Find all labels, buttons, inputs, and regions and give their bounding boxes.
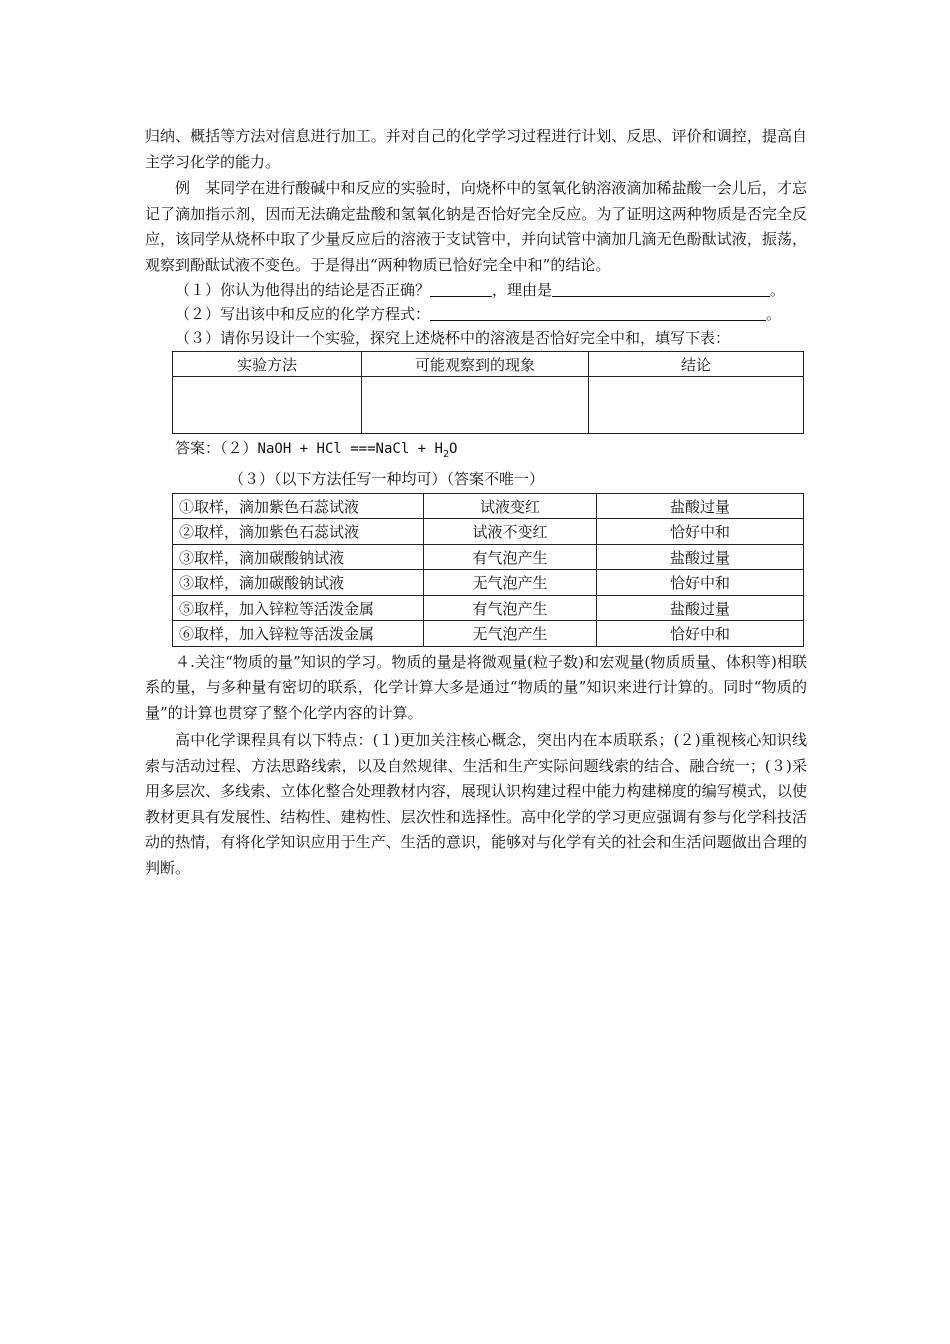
answer-method-cell: ③取样，滴加碳酸钠试液: [173, 570, 424, 596]
document-page: [145, 124, 807, 881]
answer-blank-equation[interactable]: [430, 305, 766, 321]
answer-phenomenon-cell: 试液不变红: [424, 519, 597, 545]
answer-label: 答案：: [175, 439, 221, 457]
experiment-design-table: [172, 351, 804, 434]
section-4-paragraph: ４.关注“物质的量”知识的学习。物质的量是将微观量(粒子数)和宏观量(物质质量、体积等)相联系的量，与多种量有密切的联系，化学计算大多是通过“物质的量”知识来进行计算的。同时“物质的量”的计算也贯穿了整个化学内容的计算。: [145, 652, 807, 722]
question-1-text: （１）你认为他得出的结论是否正确？: [175, 281, 431, 299]
header-conclusion: 结论: [589, 352, 804, 377]
answer-conclusion-cell: 盐酸过量: [597, 595, 804, 621]
answer-table: [172, 493, 804, 647]
empty-cell-phenomenon[interactable]: [362, 377, 589, 434]
answer-part3-note: （３）（以下方法任写一种均可）（答案不唯一）: [229, 469, 545, 488]
question-1: [175, 278, 807, 302]
final-paragraph: 高中化学课程具有以下特点：(１)更加关注核心概念，突出内在本质联系；(２)重视核心知识线索与活动过程、方法思路线索，以及自然规律、生活和生产实际问题线索的结合、融合统一；(３)采用多层次、多线索、立体化整合处理教材内容，展现认识构建过程中能力构建梯度的编写模式，以使教材更具有发展性、结构性、建构性、层次性和选择性。高中化学的学习更应强调有参与化学科技活动的热情，有将化学知识应用于生产、生活的意识，能够对与化学有关的社会和生活问题做出合理的判断。: [145, 731, 807, 877]
header-phenomenon: 可能观察到的现象: [362, 352, 589, 377]
answer-blank-reason[interactable]: [552, 281, 770, 297]
equation-subscript: 2: [442, 448, 449, 460]
table-header-row: [173, 352, 804, 377]
answer-table-row: [173, 544, 804, 570]
answer-conclusion-cell: 恰好中和: [597, 570, 804, 596]
answer-table-row: [173, 570, 804, 596]
answer-method-cell: ⑥取样，加入锌粒等活泼金属: [173, 621, 424, 647]
empty-cell-conclusion[interactable]: [589, 377, 804, 434]
answer-line: [175, 436, 807, 467]
question-1-reason-label: ，理由是: [492, 281, 553, 299]
answer-table-row: [173, 621, 804, 647]
question-2: [175, 302, 807, 326]
answer-table-row: [173, 519, 804, 545]
chemical-equation: [257, 441, 458, 460]
answer-conclusion-cell: 恰好中和: [597, 621, 804, 647]
answer-method-cell: ②取样，滴加紫色石蕊试液: [173, 519, 424, 545]
answer-part2-prefix: （２）: [220, 439, 258, 457]
answer-conclusion-cell: 恰好中和: [597, 519, 804, 545]
table-empty-row: [173, 377, 804, 434]
answer-method-cell: ③取样，滴加碳酸钠试液: [173, 544, 424, 570]
answer-method-cell: ①取样，滴加紫色石蕊试液: [173, 493, 424, 519]
answer-blank-1[interactable]: [430, 281, 492, 297]
question-3: （３）请你另设计一个实验，探究上述烧杯中的溶液是否恰好完全中和，填写下表：: [175, 329, 731, 347]
answer-method-cell: ⑤取样，加入锌粒等活泼金属: [173, 595, 424, 621]
answer-table-row: [173, 595, 804, 621]
header-method: 实验方法: [173, 352, 362, 377]
answer-phenomenon-cell: 无气泡产生: [424, 570, 597, 596]
answer-phenomenon-cell: 有气泡产生: [424, 595, 597, 621]
answer-phenomenon-cell: 有气泡产生: [424, 544, 597, 570]
answer-phenomenon-cell: 无气泡产生: [424, 621, 597, 647]
intro-paragraph: 归纳、概括等方法对信息进行加工。并对自己的化学学习过程进行计划、反思、评价和调控，提高自主学习化学的能力。: [145, 127, 807, 171]
question-2-text: （２）写出该中和反应的化学方程式：: [175, 305, 431, 323]
answer-conclusion-cell: 盐酸过量: [597, 493, 804, 519]
answer-conclusion-cell: 盐酸过量: [597, 544, 804, 570]
question-2-end: 。: [766, 305, 782, 323]
example-paragraph: 例 某同学在进行酸碱中和反应的实验时，向烧杯中的氢氧化钠溶液滴加稀盐酸一会儿后，才忘记了滴加指示剂，因而无法确定盐酸和氢氧化钠是否恰好完全反应。为了证明这两种物质是否完全反应，该同学从烧杯中取了少量反应后的溶液于支试管中，并向试管中滴加几滴无色酚酞试液，振荡，观察到酚酞试液不变色。于是得出“两种物质已恰好完全中和”的结论。: [145, 179, 807, 274]
question-1-end: 。: [770, 281, 786, 299]
answer-phenomenon-cell: 试液变红: [424, 493, 597, 519]
answer-table-row: [173, 493, 804, 519]
equation-end: O: [449, 441, 458, 457]
empty-cell-method[interactable]: [173, 377, 362, 434]
equation-main: NaOH + HCl ===NaCl + H: [257, 441, 443, 457]
